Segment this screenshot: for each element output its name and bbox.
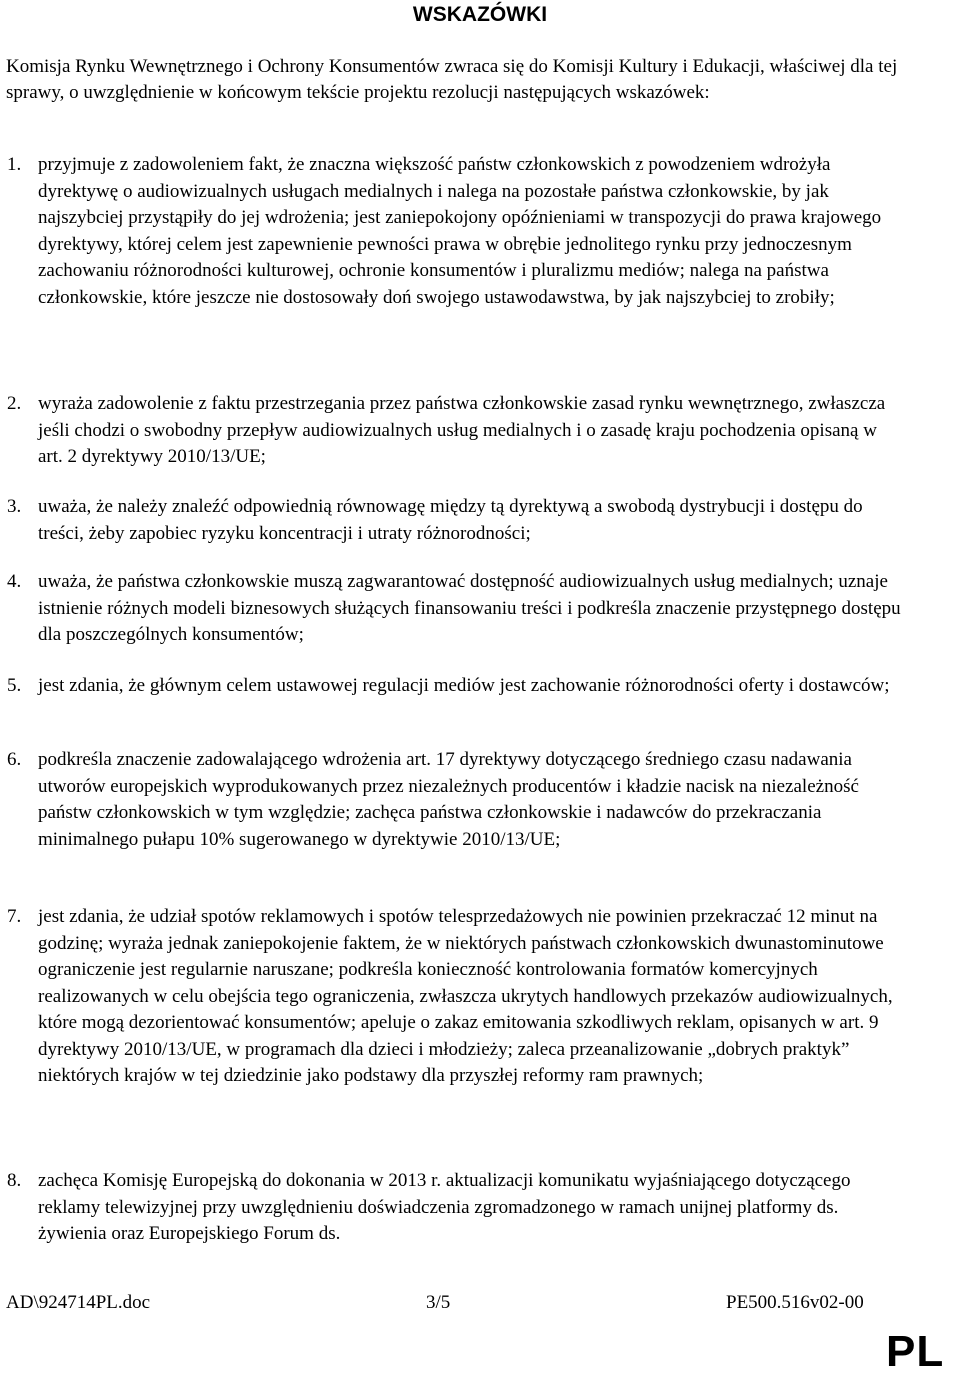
item-text: podkreśla znaczenie zadowalającego wdrożenia art. 17 dyrektywy dotyczącego średniego czasu nadawania utworów europejskich wyprodukowanych przez niezależnych producentów i kładzie nacisk na niezależność państw członkowskich w tym względzie; zachęca państwa członkowskie i nadawców do przekraczania minimalnego pułapu 10% sugerowanego w dyrektywie 2010/13/UE; bbox=[38, 749, 859, 850]
item-text: jest zdania, że udział spotów reklamowych i spotów telesprzedażowych nie powinien przekraczać 12 minut na godzinę; wyraża jednak zaniepokojenie faktem, że w niektórych państwach członkowskich dwunastominutowe ograniczenie jest regularnie naruszane; podkreśla konieczność kontrolowania formatów komercyjnych realizowanych w celu obejścia tego ograniczenia, zwłaszcza ukrytych handlowych przekazów audiowizualnych, które mogą dezorientować konsumentów; apeluje o zakaz emitowania szkodliwych reklam, opisanych w art. 9 dyrektywy 2010/13/UE, w programach dla dzieci i młodzieży; zaleca przeanalizowanie „dobrych praktyk” niektórych krajów w tej dziedzinie jako podstawy dla przyszłej reformy ram prawnych; bbox=[38, 906, 893, 1086]
item-number: 4. bbox=[7, 571, 22, 592]
item-number: 1. bbox=[7, 154, 22, 175]
page-number: 3/5 bbox=[426, 1292, 451, 1313]
item-text: zachęca Komisję Europejską do dokonania w 2013 r. aktualizacji komunikatu wyjaśniającego dotyczącego reklamy telewizyjnej przy uwzględnieniu doświadczenia zgromadzonego w ramach unijnej platformy ds. żywienia oraz Europejskiego Forum ds. bbox=[38, 1170, 851, 1244]
page-title: WSKAZÓWKI bbox=[412, 3, 548, 26]
language-badge: PL bbox=[886, 1327, 945, 1376]
page-footer bbox=[0, 1290, 960, 1316]
item-text: wyraża zadowolenie z faktu przestrzegania przez państwa członkowskie zasad rynku wewnętrznego, zwłaszcza jeśli chodzi o swobodny przepływ audiowizualnych usług medialnych i o zasadę kraju pochodzenia opisaną w art. 2 dyrektywy 2010/13/UE; bbox=[38, 393, 886, 467]
item-number: 7. bbox=[7, 906, 22, 927]
item-number: 2. bbox=[7, 393, 22, 414]
item-text: uważa, że państwa członkowskie muszą zagwarantować dostępność audiowizualnych usług medialnych; uznaje istnienie różnych modeli biznesowych służących finansowaniu treści i podkreśla znaczenie przystępnego dostępu dla poszczególnych konsumentów; bbox=[38, 571, 901, 645]
item-number: 5. bbox=[7, 675, 22, 696]
item-text: jest zdania, że głównym celem ustawowej regulacji mediów jest zachowanie różnorodności oferty i dostawców; bbox=[38, 675, 890, 696]
item-number: 8. bbox=[7, 1170, 22, 1191]
document-reference: AD\924714PL.doc bbox=[6, 1292, 151, 1313]
item-number: 6. bbox=[7, 749, 22, 770]
intro-paragraph: Komisja Rynku Wewnętrznego i Ochrony Konsumentów zwraca się do Komisji Kultury i Edukacji, właściwej dla tej sprawy, o uwzględnienie w końcowym tekście projektu rezolucji następujących wskazówek: bbox=[6, 56, 898, 103]
item-text: uważa, że należy znaleźć odpowiednią równowagę między tą dyrektywą a swobodą dystrybucji i dostępu do treści, żeby zapobiec ryzyku koncentracji i utraty różnorodności; bbox=[38, 496, 863, 544]
item-number: 3. bbox=[7, 496, 22, 517]
document-version: PE500.516v02-00 bbox=[726, 1292, 864, 1313]
item-text: przyjmuje z zadowoleniem fakt, że znaczna większość państw członkowskich z powodzeniem wdrożyła dyrektywę o audiowizualnych usługach medialnych i nalega na pozostałe państwa członkowskie, by jak najszybciej przystąpiły do jej wdrożenia; jest zaniepokojony opóźnieniami w transpozycji do prawa krajowego dyrektywy, której celem jest zapewnienie pewności prawa w obrębie jednolitego rynku przy jednoczesnym zachowaniu różnorodności kulturowej, ochronie konsumentów i pluralizmu mediów; nalega na państwa członkowskie, które jeszcze nie dostosowały doń swojego ustawodawstwa, by jak najszybciej to zrobiły; bbox=[38, 154, 882, 308]
